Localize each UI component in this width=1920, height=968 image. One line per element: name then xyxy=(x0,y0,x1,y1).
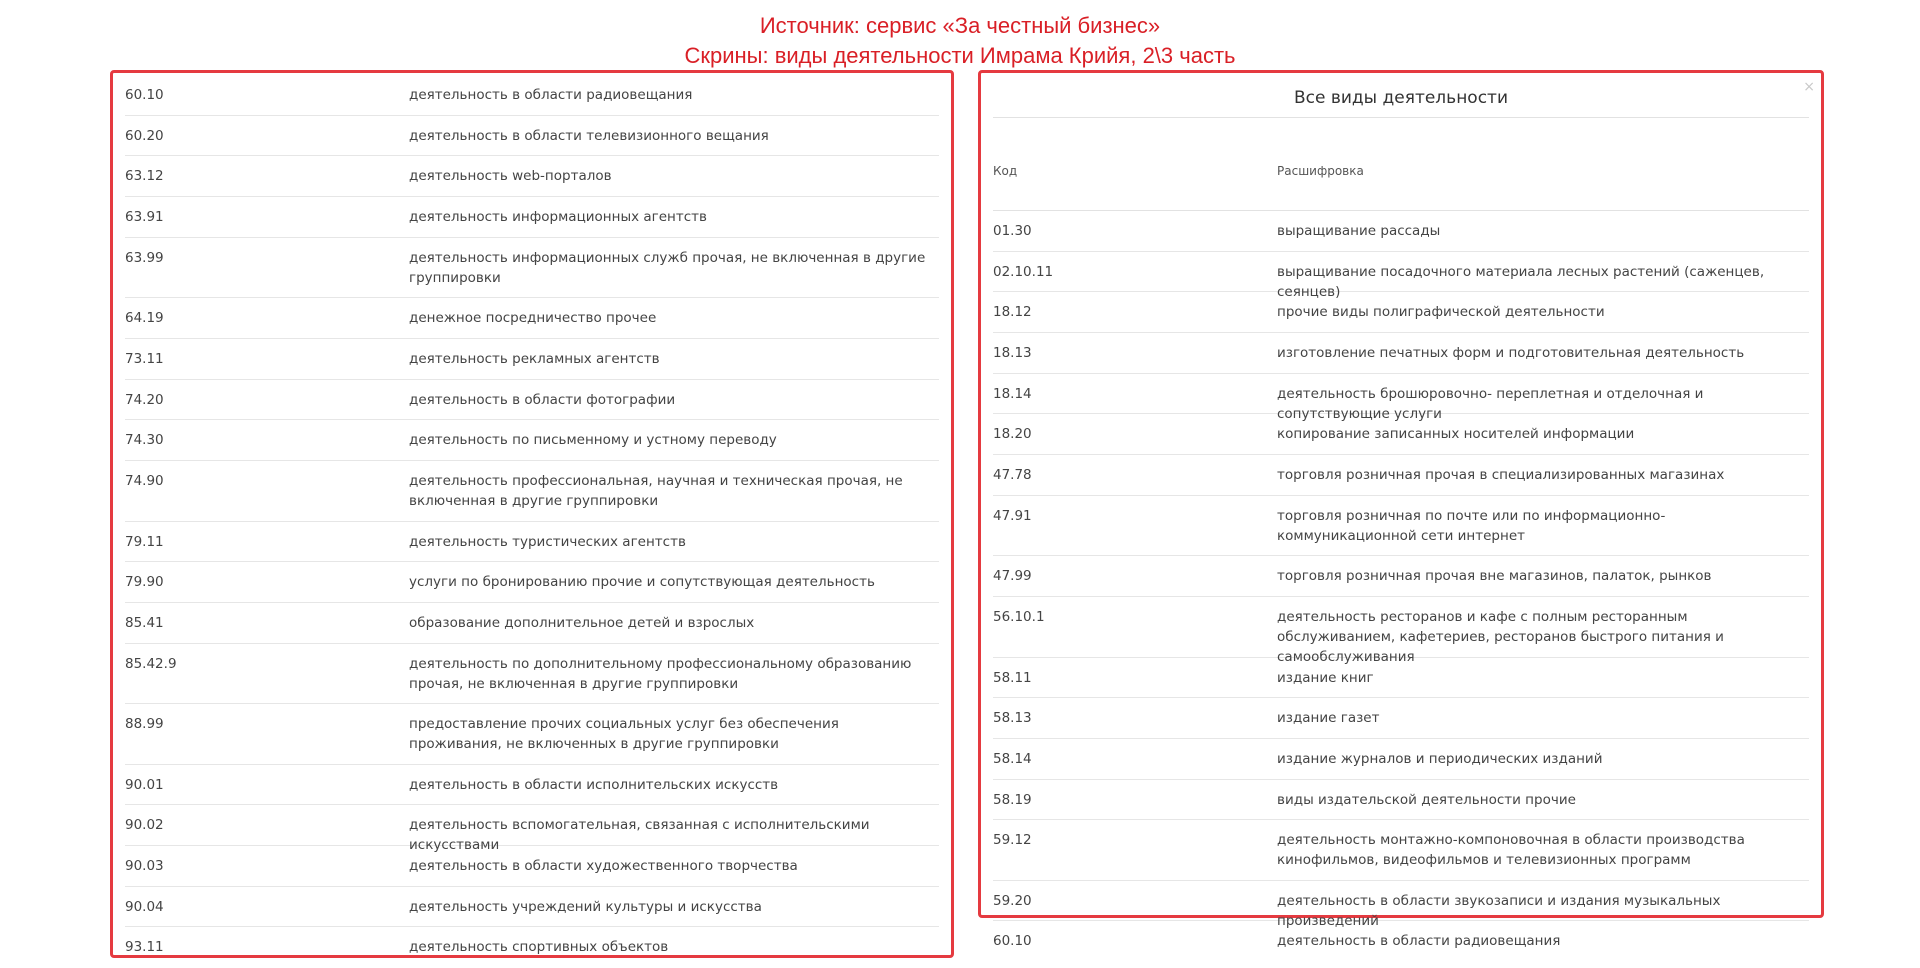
activity-description: предоставление прочих социальных услуг без обеспечения проживания, не включенных в другие группировки xyxy=(409,716,839,753)
table-row xyxy=(993,780,1809,821)
column-header-description: Расшифровка xyxy=(1277,163,1364,178)
table-row xyxy=(993,820,1809,881)
activity-code: 47.91 xyxy=(993,507,1032,524)
activity-code: 18.20 xyxy=(993,426,1032,443)
activity-code: 47.99 xyxy=(993,568,1032,585)
activity-code: 85.41 xyxy=(125,614,164,631)
activity-code: 93.11 xyxy=(125,939,164,956)
table-row xyxy=(125,562,939,603)
activity-code: 58.13 xyxy=(993,710,1032,727)
activity-description: деятельность вспомогательная, связанная с исполнительскими искусствами xyxy=(409,817,870,854)
activity-description: виды издательской деятельности прочие xyxy=(1277,791,1576,808)
table-row xyxy=(125,704,939,765)
table-row xyxy=(993,698,1809,739)
table-row xyxy=(125,238,939,299)
table-row xyxy=(993,597,1809,665)
activity-description: услуги по бронированию прочие и сопутствующая деятельность xyxy=(409,574,875,591)
activity-description: деятельность в области радиовещания xyxy=(1277,933,1561,950)
activity-code: 85.42.9 xyxy=(125,655,177,672)
table-row xyxy=(993,374,1809,422)
activity-code: 18.14 xyxy=(993,385,1032,402)
activity-description: деятельность web-порталов xyxy=(409,168,612,185)
activity-code: 73.11 xyxy=(125,350,164,367)
activity-code: 01.30 xyxy=(993,223,1032,239)
activity-code: 58.11 xyxy=(993,669,1032,686)
left-activities-table xyxy=(125,75,939,968)
activity-code: 18.13 xyxy=(993,345,1032,362)
activity-description: денежное посредничество прочее xyxy=(409,310,657,327)
table-row xyxy=(125,197,939,238)
table-row xyxy=(125,765,939,806)
activity-code: 60.20 xyxy=(125,127,164,144)
table-row xyxy=(993,455,1809,496)
table-row xyxy=(125,116,939,157)
activity-description: издание книг xyxy=(1277,669,1374,686)
activity-code: 60.10 xyxy=(993,933,1032,950)
table-row xyxy=(125,887,939,928)
table-row xyxy=(125,380,939,421)
table-row xyxy=(125,603,939,644)
activity-code: 63.99 xyxy=(125,249,164,266)
activity-code: 59.20 xyxy=(993,892,1032,909)
table-row xyxy=(993,252,1809,300)
activity-code: 18.12 xyxy=(993,304,1032,321)
activity-description: образование дополнительное детей и взрослых xyxy=(409,614,755,631)
activity-code: 47.78 xyxy=(993,467,1032,484)
activity-description: деятельность информационных служб прочая, не включенная в другие группировки xyxy=(409,249,926,286)
activity-description: деятельность учреждений культуры и искусства xyxy=(409,898,762,915)
activity-description: торговля розничная прочая вне магазинов, палаток, рынков xyxy=(1277,568,1712,585)
activity-description: деятельность рекламных агентств xyxy=(409,350,660,367)
activity-code: 02.10.11 xyxy=(993,263,1054,280)
activity-code: 74.20 xyxy=(125,391,164,408)
activity-code: 59.12 xyxy=(993,832,1032,849)
activity-description: деятельность информационных агентств xyxy=(409,209,707,226)
table-row xyxy=(125,156,939,197)
caption-screens: Скрины: виды деятельности Имрама Крийя, 2\3 часть xyxy=(684,43,1236,68)
table-row xyxy=(993,211,1809,252)
activity-code: 90.02 xyxy=(125,817,164,834)
table-row xyxy=(993,292,1809,333)
activity-description: деятельность в области фотографии xyxy=(409,391,676,408)
activity-description: выращивание посадочного материала лесных растений (саженцев, сеянцев) xyxy=(1277,263,1765,300)
activity-code: 58.14 xyxy=(993,750,1032,767)
activity-description: деятельность в области звукозаписи и издания музыкальных произведений xyxy=(1277,892,1721,929)
activity-code: 58.19 xyxy=(993,791,1032,808)
table-row xyxy=(993,333,1809,374)
modal-title: Все виды деятельности xyxy=(993,79,1809,118)
table-row xyxy=(993,496,1809,557)
activity-code: 90.04 xyxy=(125,898,164,915)
activity-description: торговля розничная по почте или по информационно-коммуникационной сети интернет xyxy=(1277,507,1666,544)
activity-description: издание газет xyxy=(1277,710,1380,727)
column-header-code: Код xyxy=(993,163,1018,178)
activity-description: деятельность в области телевизионного вещания xyxy=(409,127,769,144)
activity-description: выращивание рассады xyxy=(1277,223,1441,239)
table-row xyxy=(125,75,939,116)
activity-description: деятельность профессиональная, научная и техническая прочая, не включенная в другие группировки xyxy=(409,473,903,509)
caption-source: Источник: сервис «За честный бизнес» xyxy=(759,13,1161,38)
activity-code: 74.90 xyxy=(125,473,164,489)
left-activities-panel xyxy=(110,70,954,958)
activity-description: деятельность в области исполнительских искусств xyxy=(409,776,779,793)
activity-description: деятельность монтажно-компоновочная в области производства кинофильмов, видеофильмов и телевизионных программ xyxy=(1277,832,1745,869)
close-icon[interactable]: × xyxy=(1803,79,1815,95)
activity-description: деятельность ресторанов и кафе с полным ресторанным обслуживанием, кафетериев, ресторанов быстрого питания и самообслуживания xyxy=(1277,609,1724,665)
activity-code: 88.99 xyxy=(125,716,164,733)
activity-code: 79.11 xyxy=(125,533,164,550)
table-row xyxy=(993,881,1809,929)
activity-description: копирование записанных носителей информации xyxy=(1277,426,1635,443)
activity-description: деятельность туристических агентств xyxy=(409,533,686,550)
modal-activities-table xyxy=(993,211,1809,962)
activity-description: издание журналов и периодических изданий xyxy=(1277,750,1603,767)
activity-code: 63.12 xyxy=(125,168,164,185)
table-row xyxy=(125,298,939,339)
activity-description: деятельность по письменному и устному переводу xyxy=(409,432,777,449)
activity-code: 79.90 xyxy=(125,574,164,591)
activity-code: 90.03 xyxy=(125,857,164,874)
table-row xyxy=(125,805,939,854)
activity-description: деятельность в области художественного творчества xyxy=(409,857,798,874)
table-row xyxy=(125,420,939,461)
activity-code: 74.30 xyxy=(125,432,164,449)
all-activities-modal xyxy=(978,70,1824,950)
activity-code: 90.01 xyxy=(125,776,164,793)
activity-code: 63.91 xyxy=(125,209,164,226)
activity-description: деятельность брошюровочно- переплетная и отделочная и сопутствующие услуги xyxy=(1277,385,1704,422)
table-row xyxy=(125,927,939,968)
activity-description: деятельность спортивных объектов xyxy=(409,939,669,956)
table-row xyxy=(125,644,939,705)
activity-description: прочие виды полиграфической деятельности xyxy=(1277,304,1605,321)
table-row xyxy=(993,556,1809,597)
activity-description: изготовление печатных форм и подготовительная деятельность xyxy=(1277,345,1745,362)
activity-code: 64.19 xyxy=(125,310,164,327)
activity-code: 56.10.1 xyxy=(993,609,1045,625)
table-row xyxy=(125,339,939,380)
activity-code: 60.10 xyxy=(125,87,164,103)
table-row xyxy=(125,846,939,887)
modal-table-header xyxy=(993,125,1809,211)
table-row xyxy=(993,739,1809,780)
activity-description: деятельность по дополнительному профессиональному образованию прочая, не включенная в другие группировки xyxy=(409,655,912,692)
table-row xyxy=(125,522,939,563)
table-row xyxy=(125,461,939,522)
activity-description: деятельность в области радиовещания xyxy=(409,87,693,103)
table-row xyxy=(993,921,1809,962)
activity-description: торговля розничная прочая в специализированных магазинах xyxy=(1277,467,1725,484)
